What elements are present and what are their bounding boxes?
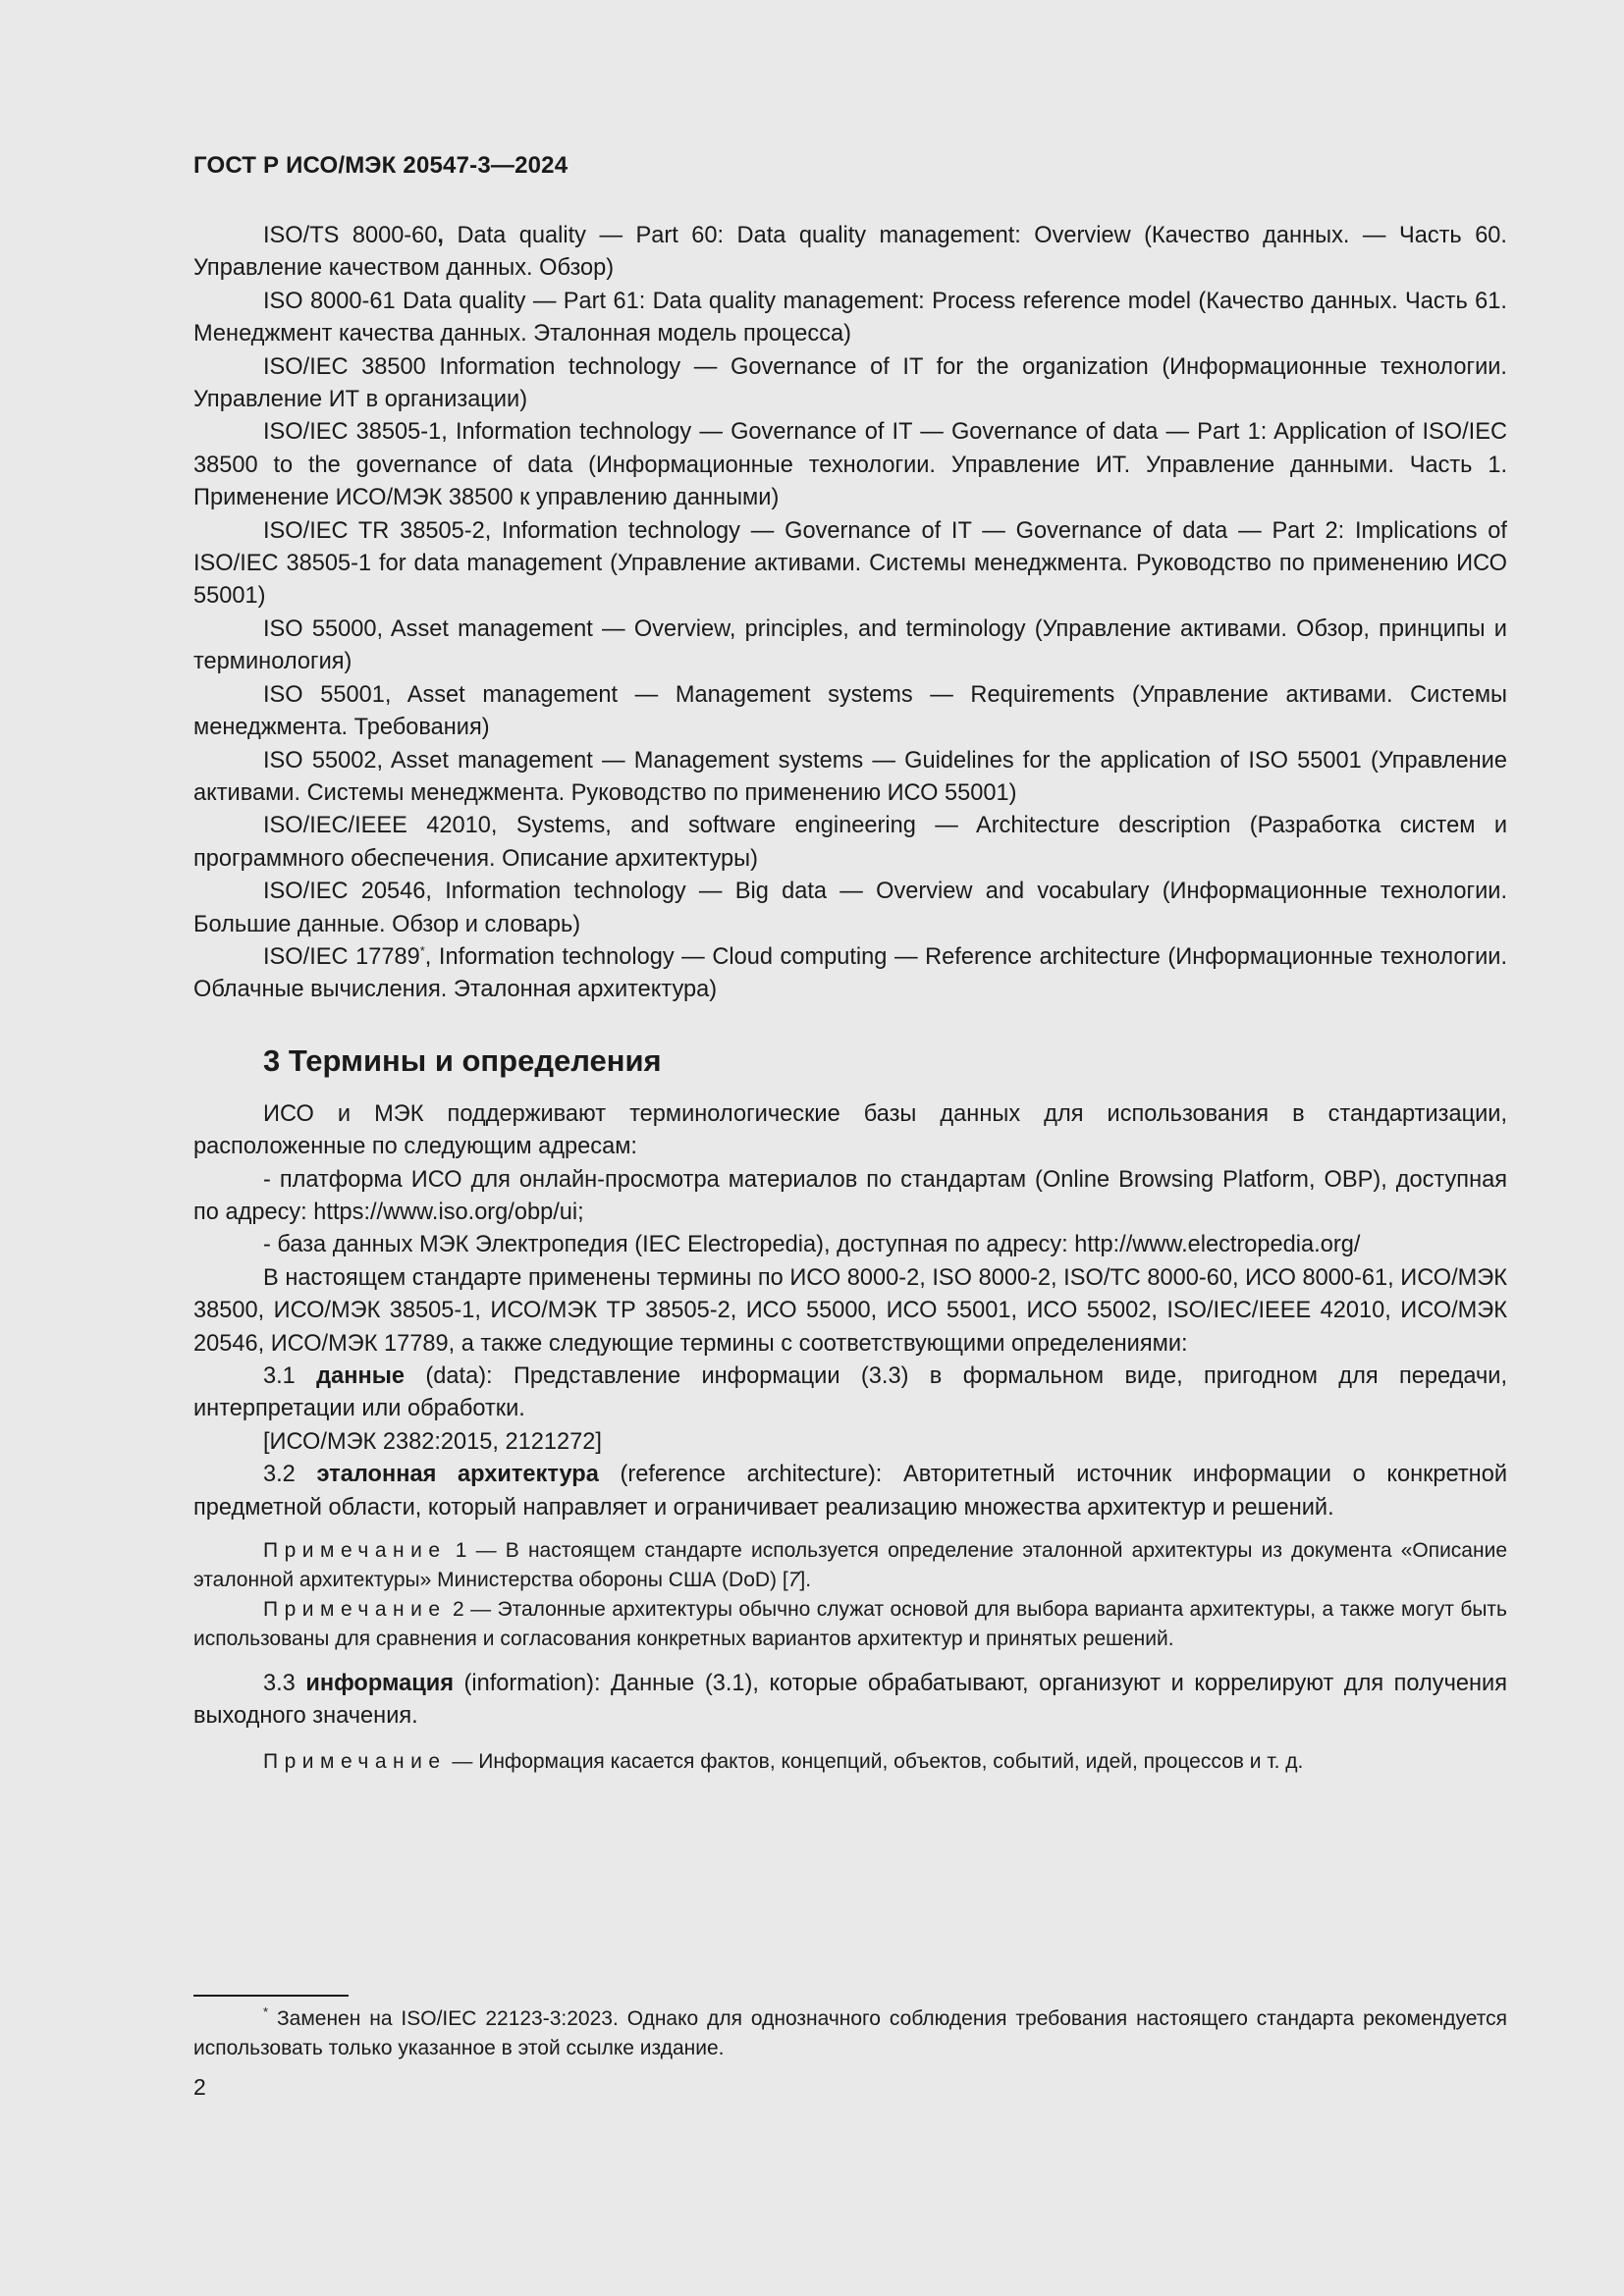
term-title: информация xyxy=(305,1671,454,1697)
page-number: 2 xyxy=(193,2074,206,2100)
term-title: эталонная архитектура xyxy=(316,1462,599,1488)
reference-item: ISO/IEC 20546, Information technology — Big data — Overview and vocabulary (Информационные технологии. Большие данные. Обзор и словарь) xyxy=(193,879,1507,937)
reference-item: ISO/IEC/IEEE 42010, Systems, and software engineering — Architecture description (Разработка систем и программного обеспечения. Описание архитектуры) xyxy=(193,813,1507,872)
footnote-divider xyxy=(193,1995,349,1997)
reference-item: ISO 55002, Asset management — Management systems — Guidelines for the application of ISO 55001 (Управление активами. Системы менеджмента. Руководство по применению ИСО 55001) xyxy=(193,747,1507,806)
reference-item: ISO/IEC TR 38505-2, Information technology — Governance of IT — Governance of data — Part 2: Implications of ISO/IEC 38505-1 for data management (Управление активами. Системы менеджмента. Руководство по применению ИСО 55001) xyxy=(193,517,1507,610)
document-header: ГОСТ Р ИСО/МЭК 20547-3—2024 xyxy=(193,152,568,179)
list-item: - база данных МЭК Электропедия (IEC Electropedia), доступная по адресу: http://www.electropedia.org/ xyxy=(263,1232,1361,1258)
note-2: Примечание 2 — Эталонные архитектуры обычно служат основой для выбора варианта архитектуры, а также могут быть использованы для сравнения и согласования конкретных вариантов архитектур и принятых решений. xyxy=(193,1598,1507,1651)
term-source: [ИСО/МЭК 2382:2015, 2121272] xyxy=(263,1428,602,1455)
term-title: данные xyxy=(316,1363,406,1389)
reference-item: ISO/IEC 38505-1, Information technology — Governance of IT — Governance of data — Part 1: Application of ISO/IEC 38500 to the governance of data (Информационные технологии. Управление ИТ. Управление данными. Часть 1. Применение ИСО/МЭК 38500 к управлению данными) xyxy=(193,419,1507,511)
term-reference-architecture: 3.2 эталонная архитектура (reference architecture): Авторитетный источник информации о конкретной предметной области, который направляет и ограничивает реализацию множества архитектур и решений. xyxy=(193,1462,1508,1521)
reference-item: ISO/IEC 38500 Information technology — Governance of IT for the organization (Информационные технологии. Управление ИТ в организации) xyxy=(193,353,1507,413)
footnote: * Заменен на ISO/IEC 22123-3:2023. Однако для однозначного соблюдения требования настоящего стандарта рекомендуется использовать только указанное в этой ссылке издание. xyxy=(193,2004,1507,2059)
reference-item: ISO/IEC 17789*, Information technology — Cloud computing — Reference architecture (Информационные технологии. Облачные вычисления. Эталонная архитектура) xyxy=(193,942,1508,1003)
term-data: 3.1 данные (data): Представление информации (3.3) в формальном виде, пригодном для передачи, интерпретации или обработки. xyxy=(193,1363,1507,1422)
note-3: Примечание — Информация касается фактов, концепций, объектов, событий, идей, процессов и т. д. xyxy=(263,1749,1304,1773)
section-intro: ИСО и МЭК поддерживают терминологические базы данных для использования в стандартизации, расположенные по следующим адресам: xyxy=(193,1100,1507,1160)
reference-item: ISO/TS 8000-60, Data quality — Part 60: Data quality management: Overview (Качество данных. — Часть 60. Управление качеством данных. Обзор) xyxy=(193,223,1507,282)
reference-item: ISO 8000-61 Data quality — Part 61: Data quality management: Process reference model (Качество данных. Часть 61. Менеджмент качества данных. Эталонная модель процесса) xyxy=(193,288,1507,347)
list-item: - платформа ИСО для онлайн-просмотра материалов по стандартам (Online Browsing Platform, OBP), доступная по адресу: https://www.iso.org/obp/ui; xyxy=(193,1166,1507,1225)
footnote-area xyxy=(193,1995,1507,2063)
footnote-mark: * xyxy=(419,942,425,958)
term-information: 3.3 информация (information): Данные (3.1), которые обрабатывают, организуют и коррелируют для получения выходного значения. xyxy=(193,1671,1507,1730)
note-1: Примечание 1 — В настоящем стандарте используется определение эталонной архитектуры из документа «Описание эталонной архитектуры» Министерства обороны США (DoD) [7]. xyxy=(193,1539,1507,1592)
references-list xyxy=(193,220,1507,1007)
document-page xyxy=(193,147,1507,1777)
applied-terms-paragraph: В настоящем стандарте применены термины по ИСО 8000-2, ISO 8000-2, ISO/TC 8000-60, ИСО 8000-61, ИСО/МЭК 38500, ИСО/МЭК 38505-1, ИСО/МЭК ТР 38505-2, ИСО 55000, ИСО 55001, ИСО 55002, ISO/IEC/IEEE 42010, ИСО/МЭК 20546, ИСО/МЭК 17789, а также следующие термины с соответствующими определениями: xyxy=(193,1264,1507,1357)
section-heading: 3 Термины и определения xyxy=(263,1042,662,1078)
reference-item: ISO 55001, Asset management — Management systems — Requirements (Управление активами. Системы менеджмента. Требования) xyxy=(193,681,1507,741)
reference-item: ISO 55000, Asset management — Overview, principles, and terminology (Управление активами. Обзор, принципы и терминология) xyxy=(193,615,1507,675)
